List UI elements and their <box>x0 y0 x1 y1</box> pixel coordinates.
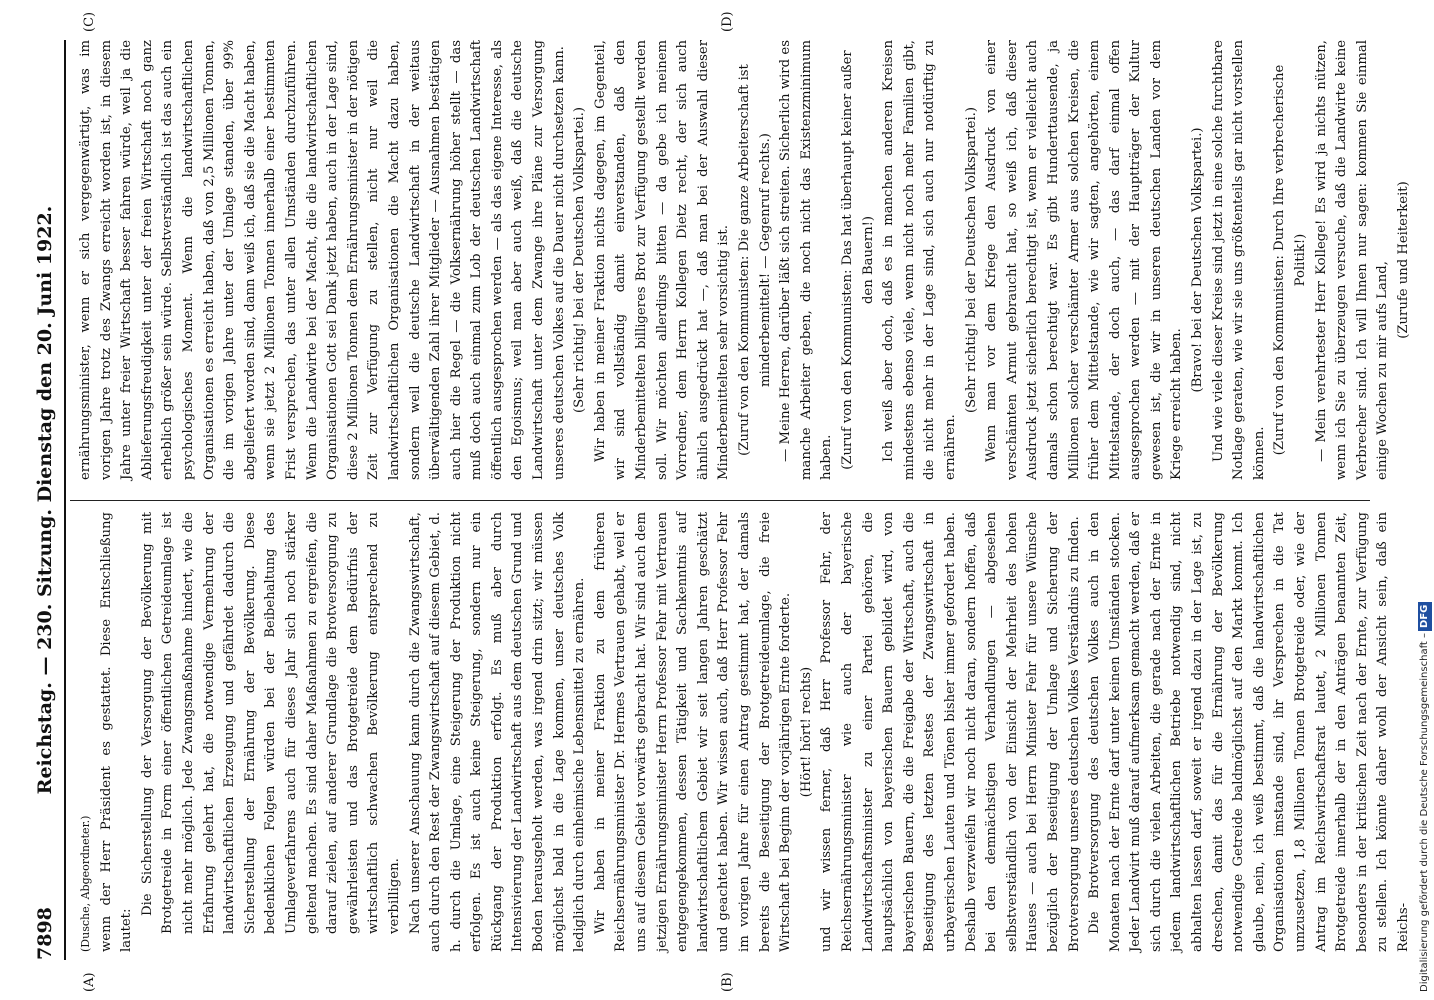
column-divider <box>70 500 1370 501</box>
page-header <box>30 40 66 960</box>
interjection: (Zurufe und Heiterkeit) <box>1396 181 1411 339</box>
interjection: (Bravo! bei der Deutschen Volkspartei.) <box>1190 127 1206 393</box>
margin-mark-b: (B) <box>720 972 735 992</box>
page-title: Reichstag. — 230. Sitzung. Dienstag den 20. Juni 1922. <box>34 205 56 795</box>
paragraph: Wir haben in meiner Fraktion nichts dagegen, im Gegenteil, wir sind vollständig damit einverstanden, daß den Minderbemittelten billigeres Brot zur Verfügung gestellt werden soll. Wir möchten allerdings bitten — da gebe ich meinem Vorredner, dem Herrn Kollegen Dietz recht, der sich auch ähnlich ausgedrückt hat —, daß man bei der Auswahl dieser Minderbemittelten sehr vorsichtig ist. <box>592 40 732 480</box>
credit-text: Digitalisierung gefördert durch die Deutsche Forschungsgemeinschaft – <box>1419 632 1430 992</box>
paragraph: Ich weiß aber doch, daß es in manchen anderen Kreisen mindestens ebenso viele, wenn nicht noch mehr Familien gibt, die nicht mehr in der Lage sind, sich auch nur notdürftig zu ernähren. <box>881 40 958 480</box>
paragraph: — Mein verehrtester Herr Kollege! Es wird ja nichts nützen, wenn ich Sie zu überzeugen versuche, daß die Landwirte keine Verbrecher sind. Ich will Ihnen nur sagen: kommen Sie einmal einige Wochen zu mir aufs Land, <box>1313 40 1391 480</box>
interjection: (Zuruf von den Kommunisten: Durch Ihre verbrecherische Politik!) <box>1272 64 1309 456</box>
speaker-note: (Dusche, Abgeordneter.) <box>79 815 92 952</box>
paragraph: und wir wissen ferner, daß Herr Professor Fehr, der Reichsernährungsminister wie auch der bayerische Landwirtschaftsminister zu einer Partei gehören, die hauptsächlich von bayerischen Bauern gebildet wird, von bayerischen Bauern, die die Freigabe der Wirtschaft, auch die Beseitigung des letzten Restes der Zwangswirtschaft in urbayerischen Lauten und Tönen bisher immer gefordert haben. Deshalb verzweifeln wir noch nicht daran, sondern hoffen, daß bei den demnächstigen Verhandlungen — abgesehen selbstverständlich von der Einsicht der Mehrheit des hohen Hauses — auch bei Herrn Minister Fehr für unsere Wünsche bezüglich der Beseitigung der Umlage und Sicherung der Brotversorgung unseres deutschen Volkes Verständnis zu finden. <box>819 512 1082 952</box>
digitization-credit <box>1418 8 1432 992</box>
interjection: (Hört! hört! rechts) <box>798 666 814 798</box>
paragraph: Und wie viele dieser Kreise sind jetzt in eine solche furchtbare Notlage geraten, wie wir sie uns größtenteils gar nicht vorstellen können. <box>1210 40 1267 480</box>
left-column <box>76 512 1415 952</box>
interjection: (Sehr richtig! bei der Deutschen Volkspartei.) <box>572 106 588 414</box>
paragraph: ernährungsminister, wenn er sich vergegenwärtigt, was im vorigen Jahre trotz des Zwangs erreicht worden ist, in diesem Jahre unter freier Wirtschaft besser fahren würde, weil ja die Ablieferungsfreudigkeit unter der freien Wirtschaft noch ganz erheblich größer sein würde. Selbstverständlich ist das auch ein psychologisches Moment. Wenn die landwirtschaftlichen Organisationen es erreicht haben, daß von 2,5 Millionen Tonnen, die im vorigen Jahre unter der Umlage standen, über 99% abgeliefert worden sind, dann weiß ich, daß sie die Macht haben, wenn sie jetzt 2 Millionen Tonnen innerhalb einer bestimmten Frist versprechen, das unter allen Umständen durchzuführen. Wenn die Landwirte bei der Macht, die die landwirtschaftlichen Organisationen Gott sei Dank jetzt haben, auch in der Lage sind, diese 2 Millionen Tonnen dem Ernährungsminister in der nötigen Zeit zur Verfügung zu stellen, nicht nur weil die landwirtschaftlichen Organisationen die Macht dazu haben, sondern weil die deutsche Landwirtschaft in der weitaus überwältigenden Zahl ihrer Mitglieder — Ausnahmen bestätigen auch hier die Regel — die Volksernährung höher stellt — das muß doch auch einmal zum Lob der deutschen Landwirtschaft öffentlich ausgesprochen werden — als das eigene Interesse, als den Egoismus; weil man aber auch weiß, daß die deutsche Landwirtschaft unter dem Zwange ihre Pläne zur Versorgung unseres deutschen Volkes auf die Dauer nicht durchsetzen kann. <box>78 40 567 480</box>
paragraph: Nach unserer Anschauung kann durch die Zwangswirtschaft, auch durch den Rest der Zwangswirtschaft auf diesem Gebiet, d. h. durch die Umlage, eine Steigerung der Produktion nicht erfolgen. Es ist auch keine Steigerung, sondern nur ein Rückgang der Produktion erfolgt. Es muß aber durch Intensivierung der Landwirtschaft aus dem deutschen Grund und Boden herausgeholt werden, was irgend drin sitzt; wir müssen möglichst bald in die Lage kommen, unser deutsches Volk lediglich durch einheimische Lebensmittel zu ernähren. <box>407 512 588 952</box>
right-column <box>76 40 1415 480</box>
resolution-text: Die Sicherstellung der Versorgung der Bevölkerung mit Brotgetreide in Form einer öffentlichen Getreideumlage ist nicht mehr möglich. Jede Zwangsmaßnahme hindert, wie die Erfahrung gelehrt hat, die notwendige Vermehrung der landwirtschaftlichen Erzeugung und gefährdet dadurch die Sicherstellung der Ernährung der Bevölkerung. Diese bedenklichen Folgen würden bei der Beibehaltung des Umlageverfahrens auch für dieses Jahr sich noch stärker geltend machen. Es sind daher Maßnahmen zu ergreifen, die darauf zielen, auf anderer Grundlage die Brotversorgung zu gewährleisten und das Brotgetreide dem Bedürfnis der wirtschaftlich schwachen Bevölkerung entsprechend zu verbilligen. <box>139 512 402 934</box>
paragraph: wenn der Herr Präsident es gestattet. Diese Entschließung lautet: <box>98 512 135 952</box>
paragraph: Wir haben in meiner Fraktion zu dem früheren Reichsernährungsminister Dr. Hermes Vertrauen gehabt, weil er uns auf diesem Gebiet vorwärts gebracht hat. Wir sind auch dem jetzigen Ernährungsminister Herrn Professor Fehr mit Vertrauen entgegengekommen, dessen Tätigkeit und Sachkenntnis auf landwirtschaftlichem Gebiet wir seit langen Jahren geschätzt und geachtet haben. Wir wissen auch, daß Herr Professor Fehr im vorigen Jahre für einen Antrag gestimmt hat, der damals bereits die Beseitigung der Brotgetreideumlage, die freie Wirtschaft bei Beginn der vorjährigen Ernte forderte. <box>592 512 794 952</box>
interjection: (Zuruf von den Kommunisten: Die ganze Arbeiterschaft ist minderbemittelt! — Gegenruf rechts.) <box>737 64 773 456</box>
margin-mark-d: (D) <box>720 11 735 32</box>
paragraph: — Meine Herren, darüber läßt sich streiten. Sicherlich wird es manche Arbeiter geben, die noch nicht das Existenzminimum haben. <box>778 40 835 480</box>
interjection: (Sehr richtig! bei der Deutschen Volkspartei.) <box>963 106 979 414</box>
page-number: 7898 <box>34 907 56 960</box>
paragraph: Die Brotversorgung des deutschen Volkes auch in den Monaten nach der Ernte darf unter keinen Umständen stocken. Jeder Landwirt muß darauf aufmerksam gemacht werden, daß er sich durch die vielen Arbeiten, die gerade nach der Ernte in jedem landwirtschaftlichen Betriebe notwendig sind, nicht abhalten lassen darf, soweit er irgend dazu in der Lage ist, zu dreschen, damit das für die Ernährung der Bevölkerung notwendige Getreide baldmöglichst auf den Markt kommt. Ich glaube, nein, ich weiß bestimmt, daß die landwirtschaftlichen Organisationen imstande sind, ihr Versprechen in die Tat umzusetzen, 1,8 Millionen Tonnen Brotgetreide oder, wie der Antrag im Reichswirtschaftsrat lautet, 2 Millionen Tonnen Brotgetreide innerhalb der in den Anträgen benannten Zeit, besonders in der kritischen Zeit nach der Ernte, zur Verfügung zu stellen. Ich könnte daher wohl der Ansicht sein, daß ein Reichs- <box>1087 512 1411 952</box>
dfg-logo: DFG <box>1418 602 1432 631</box>
margin-mark-c: (C) <box>82 11 97 32</box>
interjection: (Zuruf von den Kommunisten: Das hat überhaupt keiner außer den Bauern!) <box>839 50 876 470</box>
margin-mark-a: (A) <box>82 972 97 992</box>
paragraph: Wenn man vor dem Kriege den Ausdruck von einer verschämten Armut gebraucht hat, so weiß ich, daß dieser Ausdruck jetzt sicherlich berechtigt ist, wenn er vielleicht auch damals schon berechtigt war. Es gibt Hunderttausende, ja Millionen solcher verschämter Armer aus solchen Kreisen, die früher dem Mittelstande, wie wir sagten, angehörten, einem Mittelstande, der doch auch, — das darf einmal offen ausgesprochen werden — mit der Hauptträger der Kultur gewesen ist, die wir in unseren deutschen Landen vor dem Kriege erreicht haben. <box>984 40 1185 480</box>
